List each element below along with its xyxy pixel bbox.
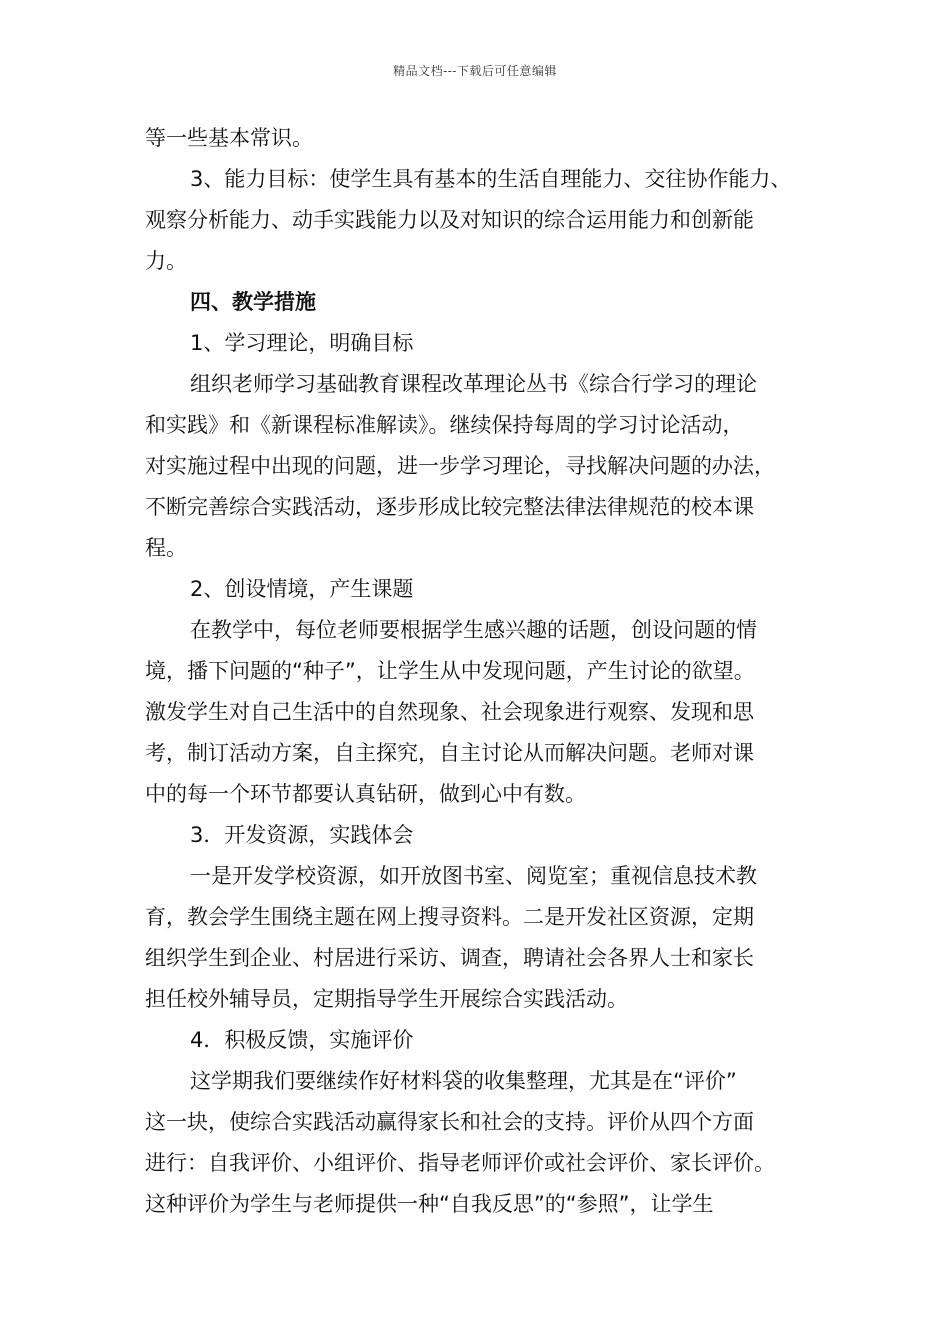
text-line: 2、创设情境，产生课题 bbox=[190, 577, 414, 601]
text-line: 育，教会学生围绕主题在网上搜寻资料。二是开发社区资源，定期 bbox=[145, 905, 754, 929]
text-line: 进行：自我评价、小组评价、指导老师评价或社会评价、家长评价。 bbox=[145, 1151, 775, 1175]
text-line: 4．积极反馈，实施评价 bbox=[190, 1028, 414, 1052]
text-line: 观察分析能力、动手实践能力以及对知识的综合运用能力和创新能 bbox=[145, 208, 754, 232]
text-line: 一是开发学校资源，如开放图书室、阅览室；重视信息技术教 bbox=[190, 864, 757, 888]
text-line: 担任校外辅导员，定期指导学生开展综合实践活动。 bbox=[145, 987, 628, 1011]
text-line: 在教学中，每位老师要根据学生感兴趣的话题，创设问题的情 bbox=[190, 618, 757, 642]
text-line: 境，播下问题的“种子”，让学生从中发现问题，产生讨论的欲望。 bbox=[145, 659, 755, 683]
section-heading: 四、教学措施 bbox=[190, 290, 316, 314]
text-line: 组织老师学习基础教育课程改革理论丛书《综合行学习的理论 bbox=[190, 372, 757, 396]
text-line: 不断完善综合实践活动，逐步形成比较完整法律法律规范的校本课 bbox=[145, 495, 754, 519]
page-header: 精品文档---下载后可任意编辑 bbox=[393, 64, 557, 78]
text-line: 和实践》和《新课程标准解读》。继续保持每周的学习讨论活动， bbox=[145, 413, 744, 437]
text-line: 这种评价为学生与老师提供一种“自我反思”的“参照”，让学生 bbox=[145, 1192, 714, 1216]
text-line: 中的每一个环节都要认真钻研，做到心中有数。 bbox=[145, 782, 586, 806]
text-line: 力。 bbox=[145, 249, 187, 273]
text-line: 这学期我们要继续作好材料袋的收集整理，尤其是在“评价” bbox=[190, 1069, 737, 1093]
text-line: 1、学习理论，明确目标 bbox=[190, 331, 414, 355]
text-line: 程。 bbox=[145, 536, 187, 560]
text-line: 这一块，使综合实践活动赢得家长和社会的支持。评价从四个方面 bbox=[145, 1110, 754, 1134]
text-line: 3、能力目标：使学生具有基本的生活自理能力、交往协作能力、 bbox=[190, 167, 792, 191]
text-line: 3．开发资源，实践体会 bbox=[190, 823, 414, 847]
text-line: 对实施过程中出现的问题，进一步学习理论，寻找解决问题的办法， bbox=[145, 454, 775, 478]
text-line: 激发学生对自己生活中的自然现象、社会现象进行观察、发现和思 bbox=[145, 700, 754, 724]
text-line: 组织学生到企业、村居进行采访、调查，聘请社会各界人士和家长 bbox=[145, 946, 754, 970]
text-line: 考，制订活动方案，自主探究，自主讨论从而解决问题。老师对课 bbox=[145, 741, 754, 765]
text-line: 等一些基本常识。 bbox=[145, 126, 313, 150]
document-body bbox=[145, 118, 825, 1225]
